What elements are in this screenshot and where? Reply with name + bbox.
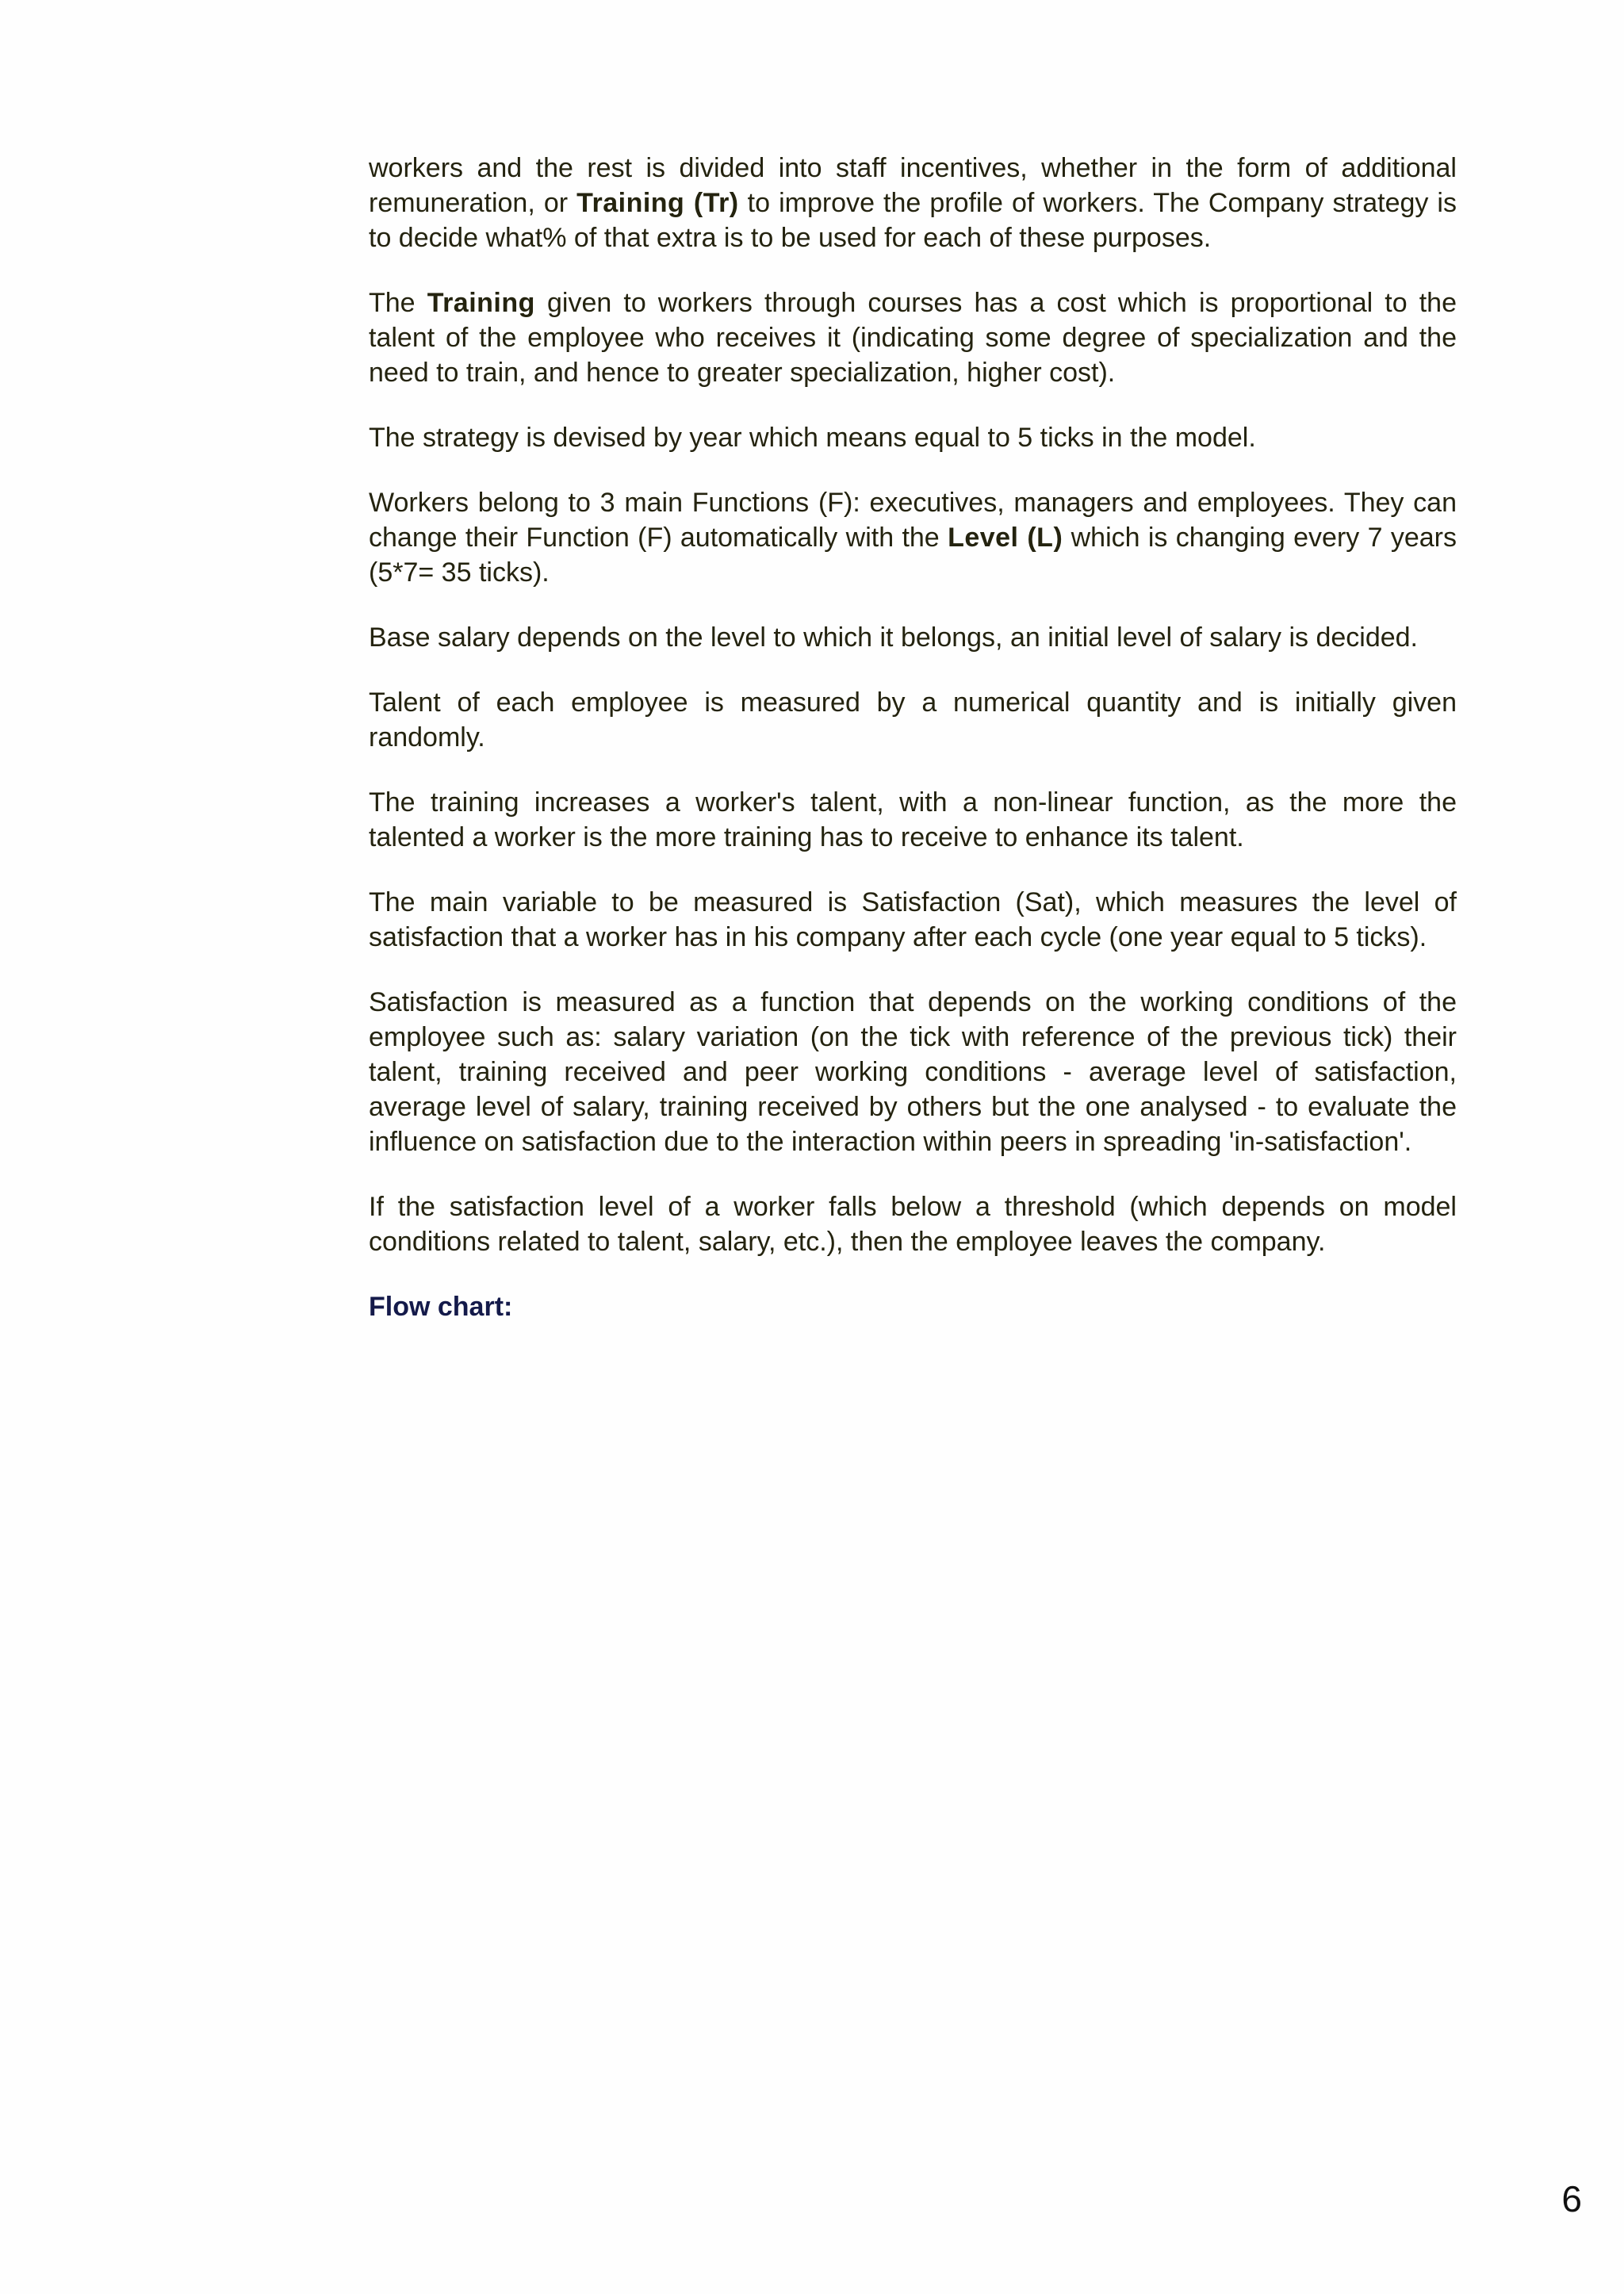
bold-term-level: Level (L): [948, 523, 1063, 553]
paragraph-base-salary: [369, 620, 1457, 655]
text-segment: workers and the rest is divided into staff incentives, whether in the form of additional remuneration, or: [369, 153, 1457, 218]
paragraph-functions: [369, 485, 1457, 590]
text-segment: If the satisfaction level of a worker falls below a threshold (which depends on model conditions related to talent, salary, etc.), then the employee leaves the company.: [369, 1192, 1457, 1257]
paragraph-staff-incentives: [369, 151, 1457, 255]
text-segment: The: [369, 288, 427, 318]
text-segment: The strategy is devised by year which means equal to 5 ticks in the model.: [369, 423, 1256, 453]
text-segment: Workers belong to 3 main Functions (F): executives, managers and employees. They can change their Function (F) automatically with the: [369, 488, 1457, 553]
text-segment: to improve the profile of workers. The Company strategy is to decide what% of that extra is to be used for each of these purposes.: [369, 188, 1457, 253]
text-segment: Base salary depends on the level to which it belongs, an initial level of salary is decided.: [369, 622, 1418, 653]
text-segment: Talent of each employee is measured by a numerical quantity and is initially given randomly.: [369, 687, 1457, 753]
text-segment: Satisfaction is measured as a function that depends on the working conditions of the employee such as: salary variation (on the tick with reference of the previous tick) their talent, training received and peer working conditions - average level of satisfaction, average level of salary, training received by others but the one analysed - to evaluate the influence on satisfaction due to the interaction within peers in spreading 'in-satisfaction'.: [369, 987, 1457, 1157]
paragraph-training-cost: [369, 285, 1457, 390]
text-segment: given to workers through courses has a cost which is proportional to the talent of the employee who receives it (indicating some degree of specialization and the need to train, and hence to greater specialization, higher cost).: [369, 288, 1457, 388]
bold-term-training: Training: [427, 288, 535, 318]
page-body: [369, 151, 1457, 1324]
text-segment: which is changing every 7 years (5*7= 35 ticks).: [369, 523, 1457, 588]
paragraph-training-talent: [369, 785, 1457, 855]
paragraph-talent: [369, 685, 1457, 755]
page-number: 6: [1561, 2178, 1582, 2219]
text-segment: The main variable to be measured is Satisfaction (Sat), which measures the level of satisfaction that a worker has in his company after each cycle (one year equal to 5 ticks).: [369, 887, 1457, 952]
text-segment: The training increases a worker's talent, with a non-linear function, as the more the talented a worker is the more training has to receive to enhance its talent.: [369, 787, 1457, 852]
bold-term-training-tr: Training (Tr): [576, 188, 739, 218]
paragraph-satisfaction-function: [369, 985, 1457, 1159]
paragraph-strategy-year: [369, 420, 1457, 455]
section-heading-flow-chart: Flow chart:: [369, 1292, 513, 1322]
paragraph-satisfaction-variable: [369, 885, 1457, 955]
paragraph-threshold: [369, 1189, 1457, 1259]
